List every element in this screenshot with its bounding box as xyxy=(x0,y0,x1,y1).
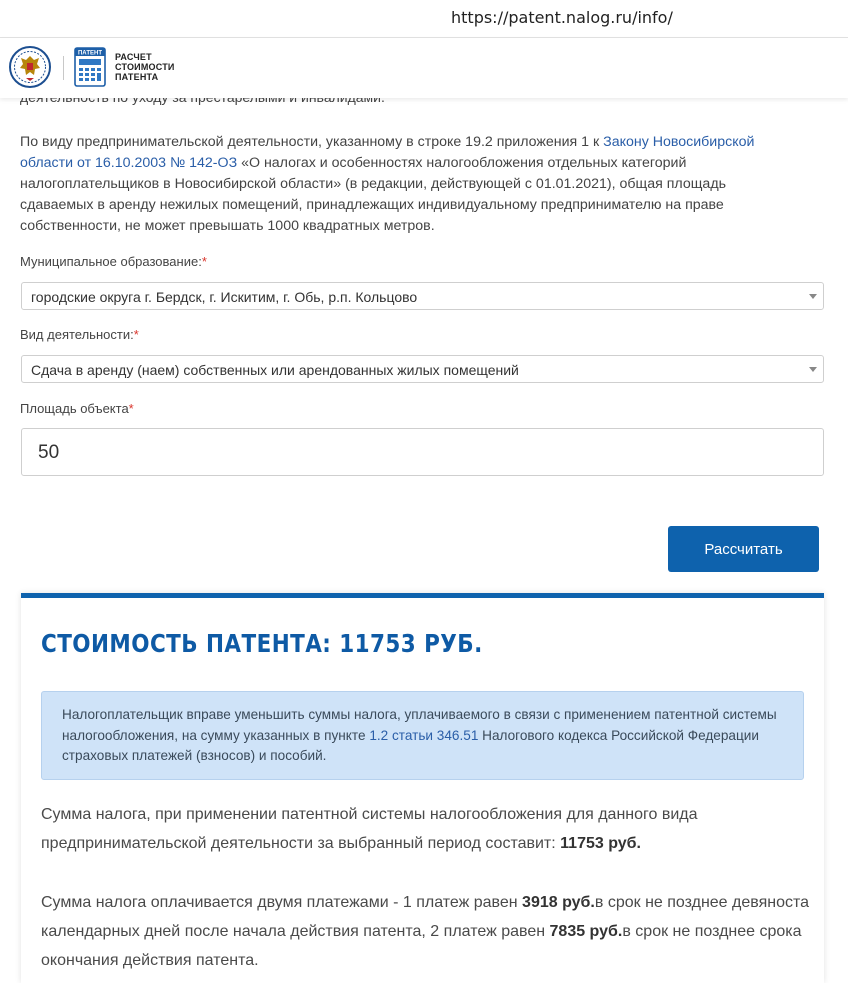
result-title: СТОИМОСТЬ ПАТЕНТА: 11753 РУБ. xyxy=(41,629,483,658)
fns-emblem-icon[interactable] xyxy=(9,46,51,88)
header-caption-line3: ПАТЕНТА xyxy=(115,72,159,82)
required-mark: * xyxy=(128,401,134,416)
notice-text-1: Налогоплательщик вправе уменьшить суммы налога, уплачиваемого в связи с применением патентной системы налогообложения, на сумму указанных в пункте xyxy=(62,707,777,743)
patent-logo-word: ПАТЕНТ xyxy=(77,50,103,57)
header-caption-line1: РАСЧЕТ xyxy=(115,52,152,62)
intro-paragraph xyxy=(20,132,800,237)
result-panel xyxy=(21,593,824,983)
payment-1-amount: 3918 руб. xyxy=(522,894,595,911)
area-input[interactable] xyxy=(38,440,798,466)
payments-text-1: Сумма налога оплачивается двумя платежами - 1 платеж равен xyxy=(41,894,523,911)
activity-select[interactable] xyxy=(21,355,824,383)
municipality-label-text: Муниципальное образование: xyxy=(20,254,202,269)
activity-value[interactable]: Сдача в аренду (наем) собственных или арендованных жилых помещений xyxy=(31,362,519,378)
calculate-button[interactable]: Рассчитать xyxy=(668,526,819,572)
deduction-notice xyxy=(41,691,804,780)
municipality-select[interactable] xyxy=(21,282,824,310)
payment-2-amount: 7835 руб. xyxy=(549,923,623,940)
header-caption-line2: СТОИМОСТИ xyxy=(115,62,175,72)
browser-address-bar[interactable] xyxy=(0,0,848,38)
site-header xyxy=(0,38,848,98)
intro-text-2: «О налогах и особенностях налогообложения отдельных категорий налогоплательщиков в Новосибирской области» (в редакции, действующей с 01.01.2021), общая площадь сдаваемых в аренду нежилых помещений, принадлежащих индивидуальному предпринимателю на праве собственности, не может превышать 1000 квадратных метров. xyxy=(20,155,726,234)
municipality-value[interactable]: городские округа г. Бердск, г. Искитим, г. Обь, р.п. Кольцово xyxy=(31,289,418,305)
area-field[interactable] xyxy=(21,428,824,476)
tax-sum-text: Сумма налога, при применении патентной системы налогообложения для данного вида предпринимательской деятельности за выбранный период составит: xyxy=(41,806,698,852)
patent-calculator-icon[interactable] xyxy=(74,47,106,87)
municipality-label xyxy=(20,254,207,269)
required-mark: * xyxy=(201,254,207,269)
area-label xyxy=(20,401,134,416)
tax-code-link[interactable]: 1.2 статьи 346.51 xyxy=(369,727,479,743)
area-label-text: Площадь объекта xyxy=(20,401,129,416)
header-divider xyxy=(63,56,64,80)
chevron-down-icon[interactable] xyxy=(809,294,817,299)
payments-paragraph xyxy=(41,888,811,975)
activity-label-text: Вид деятельности: xyxy=(20,327,134,342)
tax-sum-amount: 11753 руб. xyxy=(560,835,641,852)
url-text[interactable]: https://patent.nalog.ru/info/ xyxy=(451,8,673,27)
law-link[interactable]: Закону Новосибирской области от 16.10.2003 № 142-ОЗ xyxy=(20,134,755,171)
payments-text-2: в срок не позднее девяноста календарных дней после начала действия патента, 2 платеж равен xyxy=(41,894,810,940)
payments-text-3: в срок не позднее срока окончания действия патента. xyxy=(41,923,802,969)
activity-label xyxy=(20,327,139,342)
tax-sum-paragraph xyxy=(41,800,811,858)
header-caption xyxy=(115,52,175,82)
notice-text-2: Налогового кодекса Российской Федерации страховых платежей (взносов) и пособий. xyxy=(62,727,759,763)
required-mark: * xyxy=(133,327,139,342)
chevron-down-icon[interactable] xyxy=(809,367,817,372)
intro-text-1: По виду предпринимательской деятельности, указанному в строке 19.2 приложения 1 к xyxy=(20,134,604,150)
